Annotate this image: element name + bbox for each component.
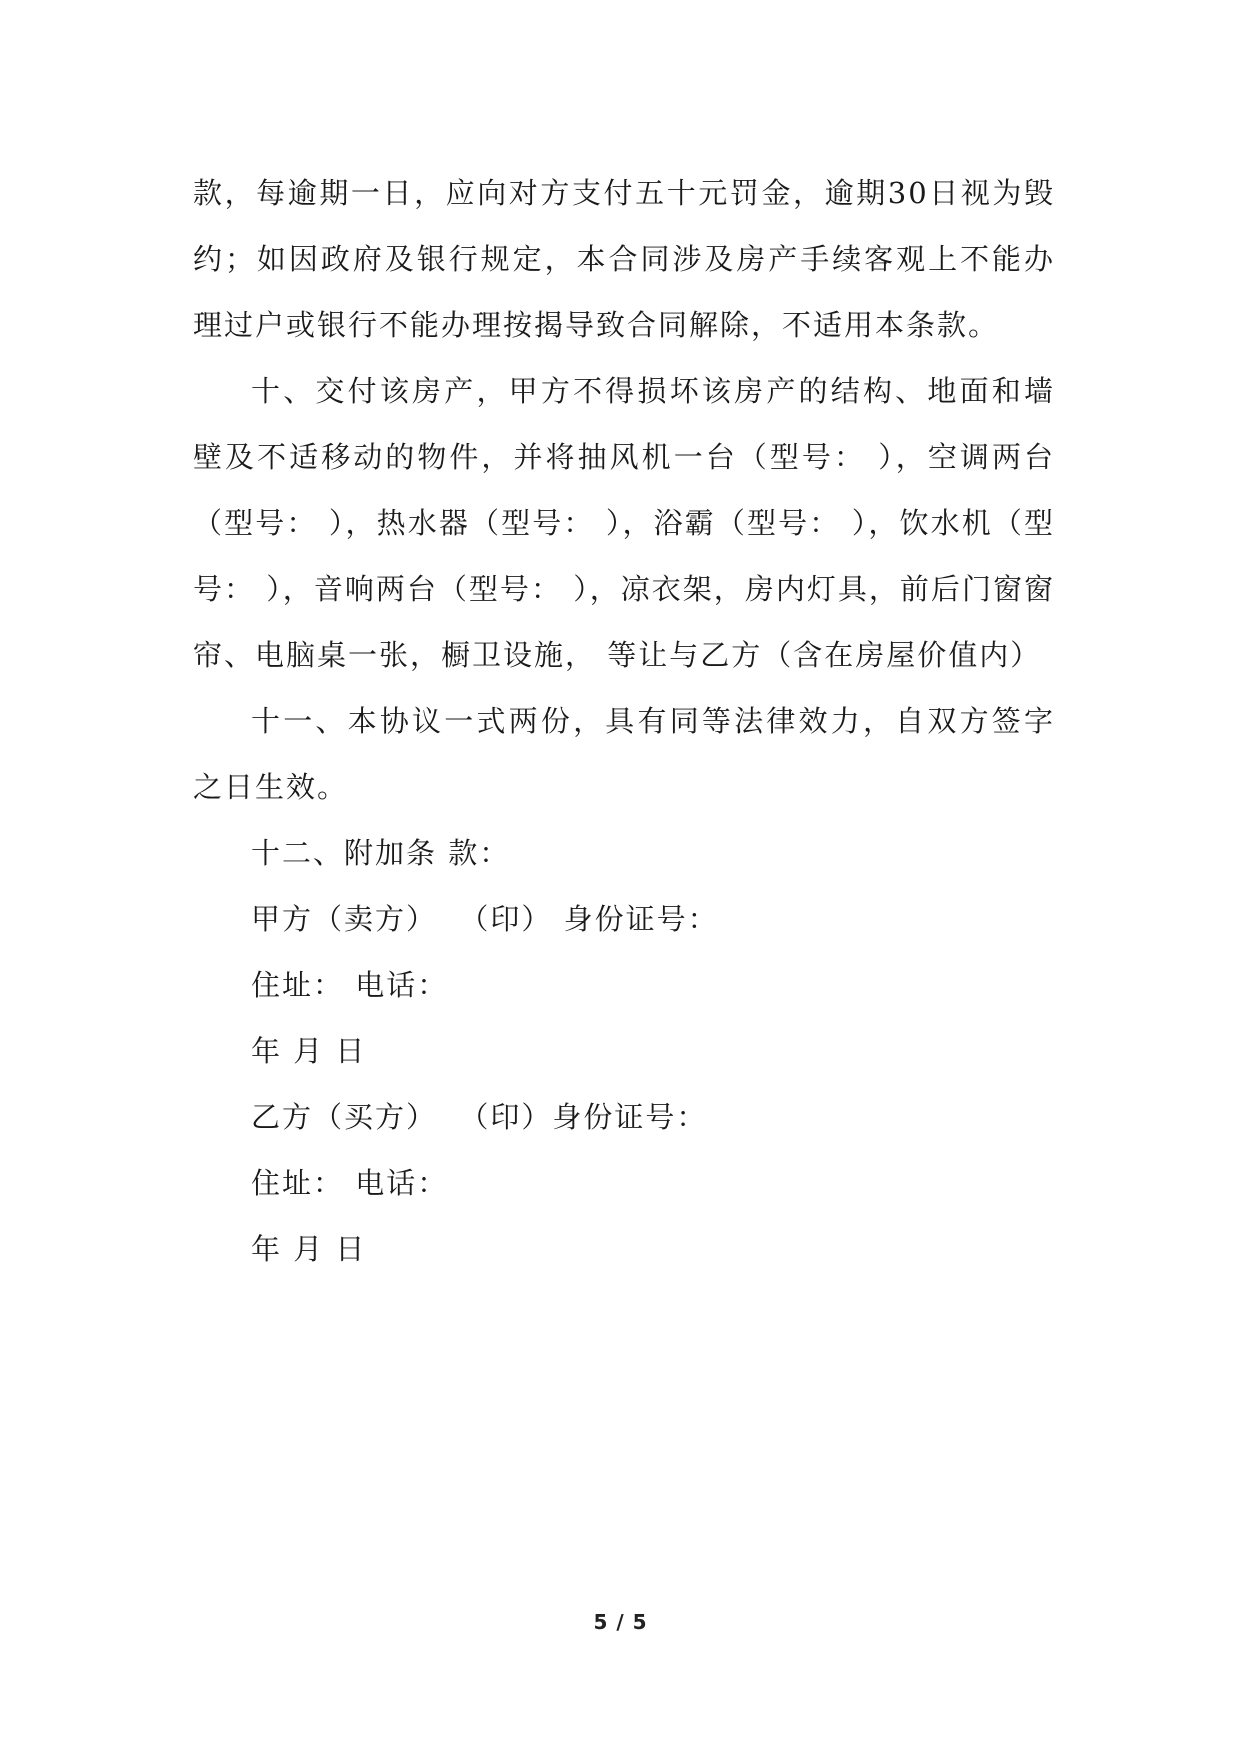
- party-a-date-line: 年 月 日: [251, 1034, 367, 1068]
- paragraph-clause-12: 十二、附加条 款：: [251, 836, 511, 870]
- paragraph-penalty-clause: 款，每逾期一日，应向对方支付五十元罚金，逾期30日视为毁约；如因政府及银行规定，本合同涉及房产手续客观上不能办理过户或银行不能办理按揭导致合同解除，不适用本条款。: [193, 176, 1055, 342]
- paragraph-clause-10: 十、交付该房产，甲方不得损坏该房产的结构、地面和墙壁及不适移动的物件，并将抽风机一台（型号： ），空调两台（型号： ），热水器（型号： ），浴霸（型号： ），饮水机（型号： ），音响两台（型号： ），凉衣架，房内灯具，前后门窗窗帘、电脑桌一张，橱卫设施， 等让与乙方（含在房屋价值内）: [193, 374, 1055, 672]
- party-b-date-line: 年 月 日: [251, 1232, 367, 1266]
- signature-block-party-a: [193, 886, 1055, 1084]
- party-a-id-line: 甲方（卖方） （印） 身份证号：: [251, 902, 719, 936]
- party-b-address-line: 住址： 电话：: [251, 1166, 449, 1200]
- signature-block-party-b: [193, 1084, 1055, 1282]
- document-body: [193, 160, 1055, 1282]
- page-number: 5 / 5: [593, 1610, 648, 1634]
- party-a-address-line: 住址： 电话：: [251, 968, 449, 1002]
- paragraph-clause-11: 十一、本协议一式两份，具有同等法律效力，自双方签字之日生效。: [193, 704, 1055, 804]
- party-b-id-line: 乙方（买方） （印）身份证号：: [251, 1100, 708, 1134]
